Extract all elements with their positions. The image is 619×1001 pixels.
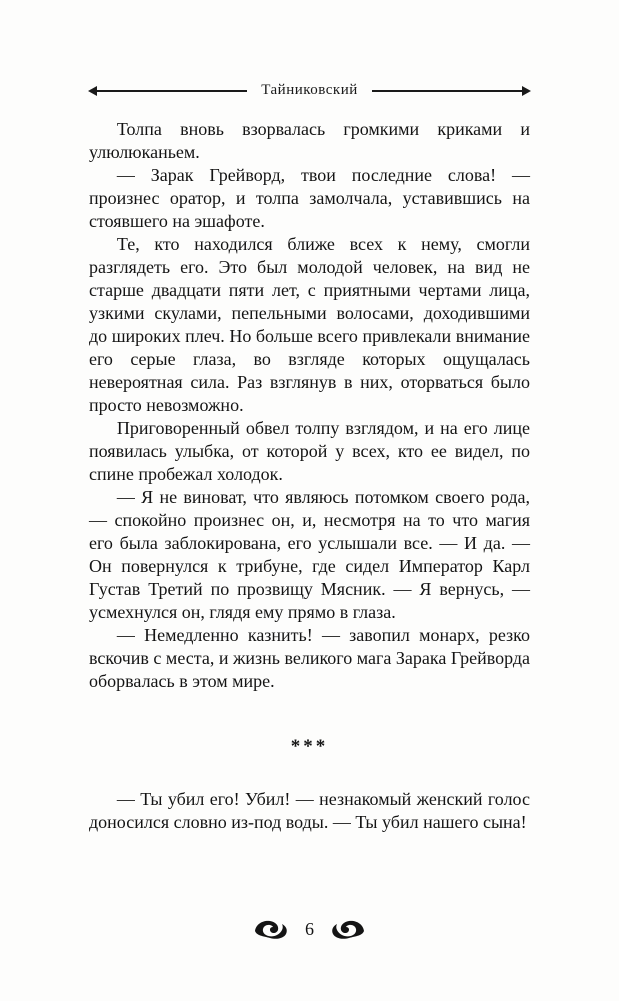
- section-separator: ***: [290, 736, 329, 757]
- paragraph: — Ты убил его! Убил! — незнакомый женский голос доносился словно из-под воды. — Ты убил нашего сына!: [89, 789, 530, 832]
- page-number: 6: [305, 919, 314, 939]
- paragraph: Приговоренный обвел толпу взглядом, и на его лице появилась улыбка, от которой у всех, кто ее видел, по спине пробежал холодок.: [89, 418, 530, 484]
- flourish-right-icon: [328, 918, 366, 940]
- paragraph: Те, кто находился ближе всех к нему, смогли разглядеть его. Это был молодой человек, на вид не старше двадцати пяти лет, с приятными чертами лица, узкими скулами, пепельными волосами, доходившими до широких плеч. Но больше всего привлекали внимание его серые глаза, во взгляде которых ощущалась невероятная сила. Раз взглянув в них, оторваться было просто невозможно.: [89, 234, 530, 415]
- paragraph: — Я не виноват, что являюсь потомком своего рода, — спокойно произнес он, и, несмотря на то что магия его была заблокирована, его услышали все. — И да. — Он повернулся к трибуне, где сидел Император Карл Густав Третий по прозвищу Мясник. — Я вернусь, — усмехнулся он, глядя ему прямо в глаза.: [89, 487, 530, 622]
- body-text: [89, 118, 530, 834]
- paragraph: — Немедленно казнить! — завопил монарх, резко вскочив с места, и жизнь великого мага Зарака Грейворда оборвалась в этом мире.: [89, 625, 530, 691]
- page-footer: [0, 918, 619, 940]
- page-title: Тайниковский: [261, 82, 358, 98]
- flourish-left-icon: [253, 918, 291, 940]
- paragraph: Толпа вновь взорвалась громкими криками и улюлюканьем.: [89, 119, 530, 162]
- paragraph: — Зарак Грейворд, твои последние слова! — произнес оратор, и толпа замолчала, уставившись на стоявшего на эшафоте.: [89, 165, 530, 231]
- header-rule-left-arrow: [90, 90, 247, 92]
- header-rule-right-arrow: [372, 90, 529, 92]
- running-head: [90, 82, 529, 99]
